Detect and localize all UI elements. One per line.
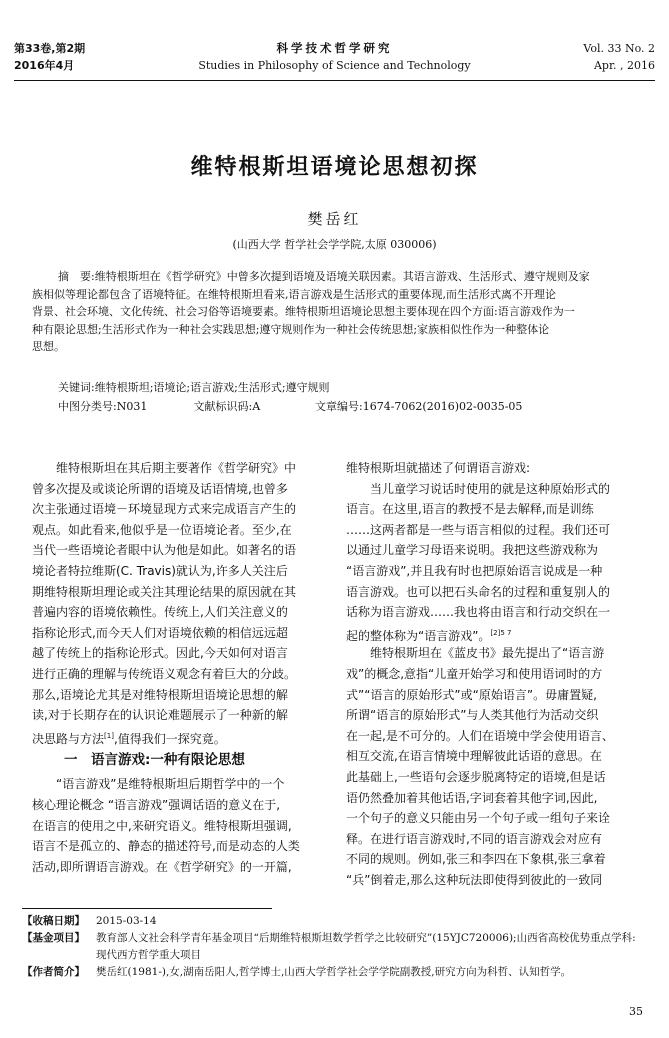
- article-title: 维特根斯坦语境论思想初探: [190, 155, 479, 180]
- author-name: 樊岳红: [307, 210, 362, 228]
- date-en: Apr. , 2016: [593, 59, 655, 72]
- body-line: 在一起,是不可分的。人们在语境中学会使用语言、: [346, 728, 614, 743]
- classification-line: [58, 398, 638, 415]
- quote-line: 语言。在这里,语言的教授不是去解释,而是训练: [346, 502, 594, 517]
- body-line: 维特根斯坦在《蓝皮书》最先提出了“语言游: [370, 646, 605, 661]
- footnote-author-bio: [22, 964, 642, 981]
- body-line: 所谓“语言的原始形式”与人类其他行为活动交织: [346, 708, 599, 723]
- footnote-value: 樊岳红(1981-),女,湖南岳阳人,哲学博士,山西大学哲学社会学学院副教授,研究方向为科哲、认知哲学。: [96, 966, 572, 978]
- body-line: 活动,即所谓语言游戏。在《哲学研究》的一开篇,: [32, 859, 292, 874]
- citation-mark: [1]: [104, 731, 114, 740]
- body-line: 越了传统上的指称论形式。因此,今天如何对语言: [32, 646, 288, 661]
- page-number: 35: [629, 1005, 643, 1018]
- body-line: 戏”的概念,意指“儿童开始学习和使用语词时的方: [346, 666, 603, 681]
- body-line: 语言不是孤立的、静态的描述符号,而是动态的人类: [32, 839, 300, 854]
- footnote-key: 【作者简介】: [22, 966, 85, 978]
- body-line: 相互交流,在语言情境中理解彼此话语的意思。在: [346, 749, 602, 764]
- document-code: 文献标识码:A: [193, 400, 261, 413]
- quote-line: “语言游戏”,并且我有时也把原始语言说成是一种: [346, 563, 603, 578]
- body-line: 曾多次提及或谈论所谓的语境及话语情境,也曾多: [32, 481, 288, 496]
- body-line: 指称论形式,而今天人们对语境依赖的相信远远超: [32, 625, 288, 640]
- body-line: 那么,语境论尤其是对维特根斯坦语境论思想的解: [32, 687, 288, 702]
- body-line: 读,对于长期存在的认识论难题展示了一种新的解: [32, 708, 288, 723]
- body-line: 次主张通过语境－环境显现方式来完成语言产生的: [32, 502, 297, 517]
- author-affiliation: (山西大学 哲学社会学学院,太原 030006): [232, 238, 437, 251]
- abstract-line: 背景、社会环境、文化传统、社会习俗等语境要素。维特根斯坦语境论思想主要体现在四个方面:语言游戏作为一: [32, 305, 575, 319]
- quote-line: 当儿童学习说话时使用的就是这种原始形式的: [370, 481, 611, 496]
- body-line: 在语言的使用之中,来研究语义。维特根斯坦强调,: [32, 818, 292, 833]
- body-line: 一个句子的意义只能由另一个句子或一组句子来诠: [346, 811, 611, 826]
- body-line: 不同的规则。例如,张三和李四在下象棋,张三拿着: [346, 852, 606, 867]
- footnote-value: 教育部人文社会科学青年基金项目“后期维特根斯坦数学哲学之比较研究”(15YJC720006);山西省高校优势重点学科:现代西方哲学重大项目: [96, 932, 636, 961]
- body-line: 普遍内容的语境依赖性。传统上,人们关注意义的: [32, 605, 288, 620]
- quote-line: 语言游戏。也可以把石头命名的过程和重复别人的: [346, 584, 611, 599]
- body-line: 进行正确的理解与传统语义观念有着巨大的分歧。: [32, 666, 297, 681]
- body-line: 式”“语言的原始形式”或“原始语言”。毋庸置疑,: [346, 687, 597, 702]
- body-line: 观点。如此看来,他似乎是一位语境论者。至少,在: [32, 522, 292, 537]
- article-number: 文章编号:1674-7062(2016)02-0035-05: [315, 400, 523, 413]
- body-line: 期维特根斯坦理论或关注其理论结果的原因就在其: [32, 584, 297, 599]
- body-line: 释。在进行语言游戏时,不同的语言游戏会对应有: [346, 831, 602, 846]
- quote-line: 以通过儿童学习母语来说明。我把这些游戏称为: [346, 543, 599, 558]
- journal-issue-en: [583, 40, 655, 74]
- body-line: 当代一些语境论者眼中认为他是如此。如著名的语: [32, 543, 297, 558]
- volume-issue-en: Vol. 33 No. 2: [583, 42, 655, 55]
- abstract-line: 种有限论思想;生活形式作为一种社会实践思想;遵守规则作为一种社会传统思想;家族相似性作为一种整体论: [32, 322, 550, 336]
- journal-name-cn: 科学技术哲学研究: [276, 41, 393, 55]
- quote-line: ……这两者都是一些与语言相似的过程。我们还可: [346, 522, 611, 537]
- footnote-key: 【基金项目】: [22, 932, 85, 944]
- body-text: ,值得我们一探究竟。: [113, 731, 226, 746]
- footnote-funding: [22, 930, 642, 964]
- body-line: 核心理论概念 “语言游戏”强调话语的意义在于,: [32, 797, 281, 812]
- body-line: [32, 726, 324, 747]
- journal-name: [0, 40, 669, 74]
- abstract-line: 摘 要:维特根斯坦在《哲学研究》中曾多次提到语境及语境关联因素。其语言游戏、生活形式、遵守规则及家: [58, 270, 590, 283]
- header-divider: [14, 80, 655, 81]
- body-line: “语言游戏”是维特根斯坦后期哲学中的一个: [56, 777, 285, 792]
- body-text: 决思路与方法: [32, 731, 105, 746]
- keywords: 关键词:维特根斯坦;语境论;语言游戏;生活形式;遵守规则: [58, 381, 330, 394]
- body-line: 语仍然叠加着其他话语,字词套着其他字词,因此,: [346, 790, 598, 805]
- body-line: 维特根斯坦就描述了何谓语言游戏:: [346, 461, 531, 475]
- footnotes: [22, 913, 642, 981]
- section-heading: 一 语言游戏:一种有限论思想: [64, 752, 245, 769]
- footnote-received: [22, 913, 642, 930]
- volume-issue-cn: 第33卷,第2期: [14, 42, 86, 55]
- right-column: [346, 458, 638, 890]
- abstract-line: 族相似等理论都包含了语境特征。在维特根斯坦看来,语言游戏是生活形式的重要体现,而生活形式离不开理论: [32, 287, 556, 301]
- left-column: [32, 458, 324, 877]
- body-line: 维特根斯坦在其后期主要著作《哲学研究》中: [56, 461, 297, 475]
- clc-number: 中图分类号:N031: [58, 400, 148, 413]
- abstract-line: 思想。: [32, 340, 65, 354]
- body-line: 境论者特拉维斯(C. Travis)就认为,许多人关注后: [32, 563, 288, 578]
- quote-line: [346, 623, 638, 644]
- footnote-key: 【收稿日期】: [22, 915, 85, 927]
- quote-line: 话称为语言游戏……我也将由语言和行动交织在一: [346, 605, 611, 620]
- quote-text: 起的整体称为“语言游戏”。: [346, 628, 491, 643]
- body-line: 此基础上,一些语句会逐步脱离特定的语境,但是话: [346, 769, 606, 784]
- abstract: [32, 268, 638, 356]
- journal-name-en: Studies in Philosophy of Science and Technology: [198, 59, 471, 72]
- citation-mark: [2]5 7: [490, 628, 512, 637]
- body-line: “兵”倒着走,那么这种玩法即使得到彼此的一致同: [346, 872, 603, 887]
- date-cn: 2016年4月: [14, 59, 75, 72]
- footnote-divider: [22, 908, 272, 909]
- footnote-value: 2015-03-14: [96, 915, 157, 927]
- running-header: [0, 40, 669, 90]
